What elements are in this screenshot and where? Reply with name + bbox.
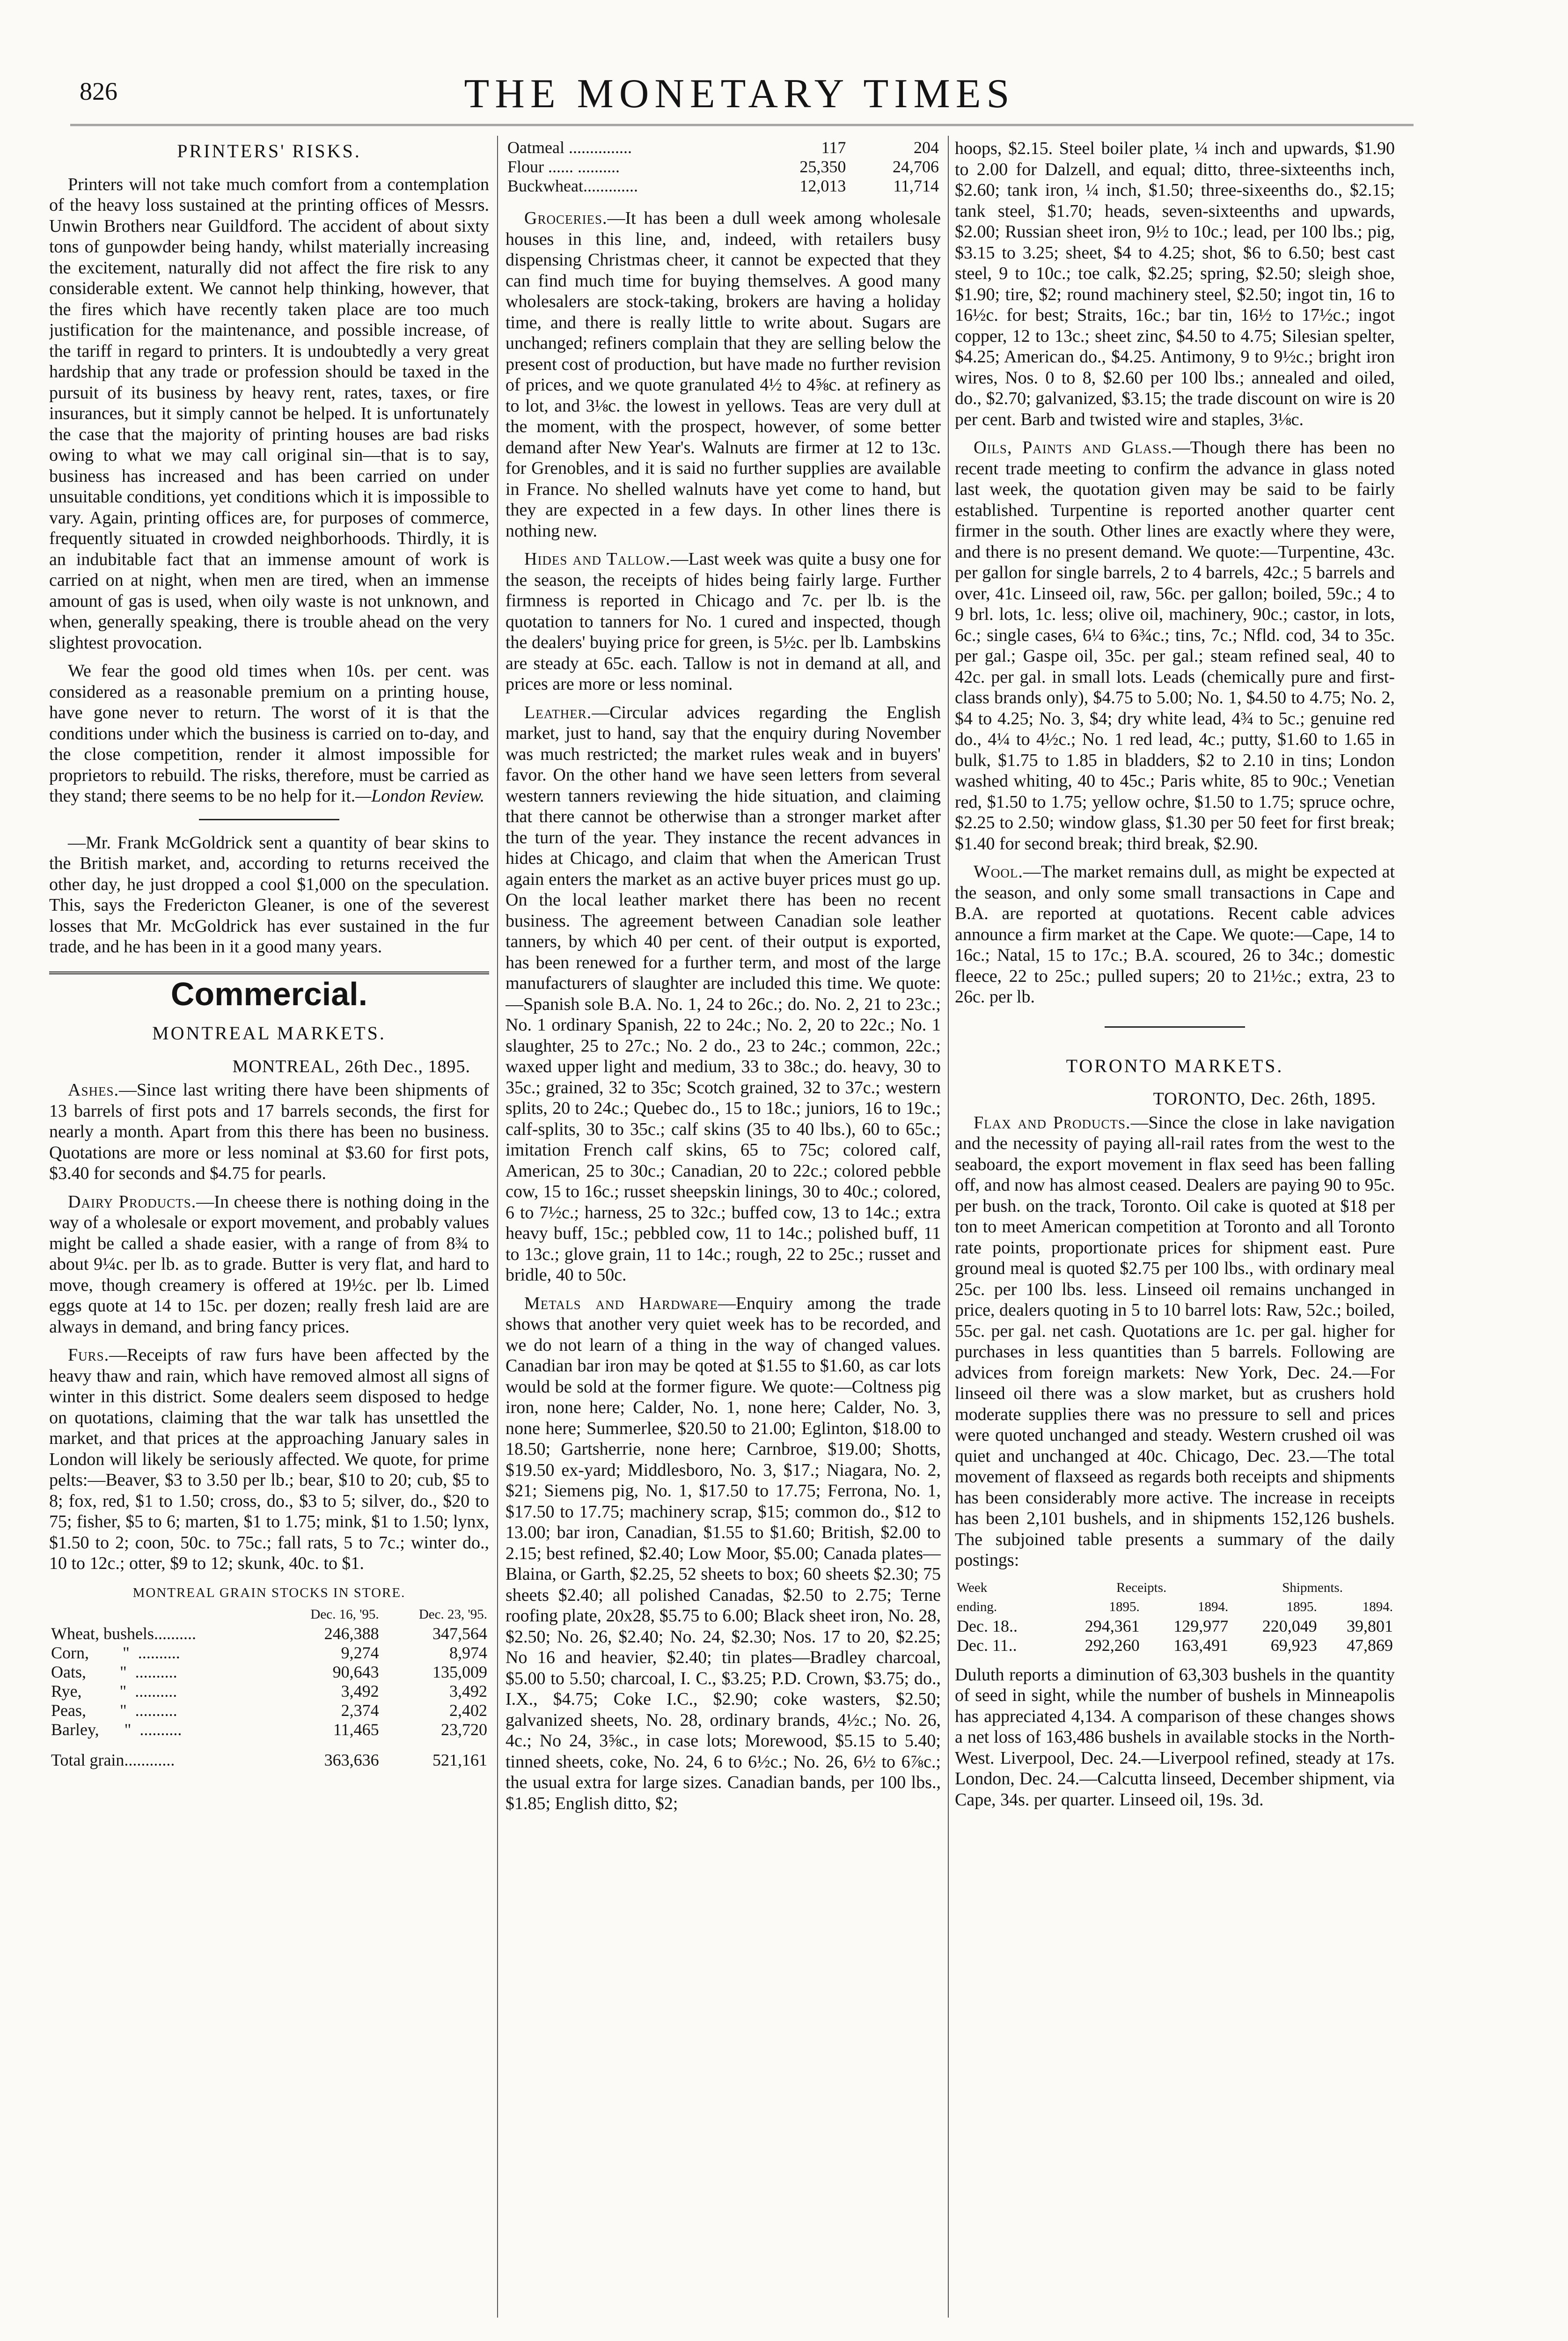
table-cell: 163,491 bbox=[1173, 1635, 1229, 1655]
ashes-paragraph bbox=[49, 1080, 489, 1184]
table-row bbox=[955, 1636, 1395, 1655]
table-cell: Barley, " .......... bbox=[51, 1720, 182, 1739]
toronto-markets-heading: TORONTO MARKETS. bbox=[1066, 1055, 1284, 1076]
ashes-text: —Since last writing there have been shipments of 13 barrels of first pots and 17 barrels seconds, the first for nearly a month. Apart from this there has been no business. Quotations are more or less nominal at $3.60 for first pots, $3.40 for seconds and $4.75 for pearls. bbox=[49, 1080, 489, 1183]
wool-text: —The market remains dull, as might be expected at the season, and only some small transactions in Cape and B.A. are reported at quotations. Recent cable advices announce a firm market at the Cape. We quote:—Cape, 14 to 16c.; Natal, 15 to 17c.; B.A. scoured, 26 to 34c.; domestic fleece, 22 to 25c.; pulled supers; 20 to 21½c.; extra, 23 to 26c. per lb. bbox=[955, 862, 1395, 1007]
groceries-text: —It has been a dull week among wholesale houses in this line, and, indeed, with retailers busy dispensing Christmas cheer, it cannot be expected that they can find much time for buying themselves. A good many wholesalers are stock-taking, brokers are having a holiday time, and there is really little to write about. Sugars are unchanged; refiners complain that they are selling below the present cost of production, but have made no further revision of prices, and we quote granulated 4½ to 4⅝c. at refinery as to lot, and 3⅛c. the lowest in yellows. Teas are very dull at the moment, with the prospect, however, of some better demand after New Year's. Walnuts are firmer at 12 to 13c. for Grenobles, and it is said no further supplies are available in France. No shelled walnuts have yet come to hand, but they are expected in a few days. In other lines there is nothing new. bbox=[506, 208, 941, 541]
column-divider bbox=[948, 136, 949, 2318]
metals-text: —Enquiry among the trade shows that another very quiet week has to be recorded, and we do not learn of a thing in the way of changed values. Canadian bar iron may be qoted at $1.55 to $1.60, as car lots would be sold at the former figure. We quote:—Coltness pig iron, none here; Calder, No. 1, none here; Calder, No. 3, none here; Summerlee, $20.50 to 21.00; Eglinton, $18.00 to 18.50; Gartsherrie, none here; Carnbroe, $19.00; Shotts, $19.50 ex-yard; Middlesboro, No. 3, $17.; Niagara, No. 2, $21; Siemens pig, No. 1, $17.50 to 17.75; Ferrona, No. 1, $17.50 to 17.75; machinery scrap, $15; common do., $12 to 13.00; bar iron, Canadian, $1.55 to $1.60; British, $2.00 to 2.15; best refined, $2.40; Low Moor, $5.00; Canada plates—Blaina, or Garth, $2.25, 52 sheets to box; 60 sheets $2.30; 75 sheets $2.40; all polished Canadas, $2.50 to 2.75; Terne roofing plate, 20x28, $5.75 to 6.00; Black sheet iron, No. 28, $2.50; No. 26, $2.40; No. 24, $2.30; Nos. 17 to 20, $2.25; No 16 and heavier, $2.40; tin plates—Bradley charcoal, $5.00 to 5.50; charcoal, I. C., $3.25; P.D. Crown, $3.75; do., I.X., $4.75; Coke I.C., $2.90; coke wasters, $2.50; galvanized sheets, No. 28, ordinary brands, 4½c.; No. 26, 4c.; No 24, 3⅝c., in case lots; Morewood, $5.15 to 5.40; tinned sheets, coke, No. 24, 6 to 6½c.; No. 26, 6½ to 6⅞c.; the usual extra for large sizes. Canadian bands, per 100 lbs., $1.85; English ditto, $2; bbox=[506, 1293, 941, 1813]
table-cell: Wheat, bushels.......... bbox=[51, 1624, 196, 1643]
table-header: 1895. bbox=[1109, 1599, 1140, 1614]
table-row bbox=[49, 1682, 489, 1701]
table-cell: Dec. 11.. bbox=[957, 1635, 1017, 1655]
ashes-lead: Ashes. bbox=[68, 1080, 119, 1100]
table-cell: 2,374 bbox=[341, 1701, 379, 1720]
table-header-row bbox=[955, 1578, 1395, 1597]
printers-paragraph bbox=[49, 661, 489, 807]
metals-lead: Metals and Hardware bbox=[524, 1293, 718, 1313]
table-cell: 3,492 bbox=[341, 1682, 379, 1701]
duluth-paragraph: Duluth reports a diminution of 63,303 bushels in the quantity of seed in sight, while the number of bushels in Minneapolis has appreciated 4,134. A comparison of these changes shows a net loss of 163,486 bushels in available stocks in the North-West. Liverpool, Dec. 24.—Liverpool refined, steady at 17s. London, Dec. 24.—Calcutta linseed, December shipment, via Cape, 34s. per quarter. Linseed oil, 19s. 3d. bbox=[955, 1664, 1395, 1810]
toronto-dateline: TORONTO, Dec. 26th, 1895. bbox=[1153, 1089, 1376, 1109]
column-1 bbox=[49, 138, 489, 2329]
table-total-row bbox=[49, 1739, 489, 1770]
furs-lead: Furs. bbox=[68, 1345, 110, 1365]
dairy-lead: Dairy Products. bbox=[68, 1192, 197, 1212]
table-cell: 3,492 bbox=[449, 1682, 487, 1701]
table-header bbox=[49, 1605, 272, 1624]
montreal-markets-heading: MONTREAL MARKETS. bbox=[152, 1023, 386, 1044]
hides-text: —Last week was quite a busy one for the season, the receipts of hides being fairly large. Further firmness is reported in Chicago and 7c. per lb. is the quotation to tanners for No. 1 cured and inspected, though the dealers' buying price for green, is 5½c. per lb. Lambskins are steady at 65c. each. Tallow is not in demand at all, and prices are more or less nominal. bbox=[506, 549, 941, 694]
flax-lead: Flax and Products. bbox=[974, 1112, 1131, 1133]
table-cell: 347,564 bbox=[432, 1624, 487, 1643]
table-cell: 521,161 bbox=[432, 1751, 487, 1769]
montreal-dateline: MONTREAL, 26th Dec., 1895. bbox=[232, 1056, 470, 1076]
table-cell: 39,801 bbox=[1347, 1616, 1393, 1635]
table-cell: Oatmeal ............... bbox=[507, 138, 632, 157]
wool-paragraph bbox=[955, 861, 1395, 1008]
table-row bbox=[49, 1663, 489, 1682]
table-cell: 8,974 bbox=[449, 1643, 487, 1662]
wool-lead: Wool. bbox=[974, 862, 1023, 882]
table-cell: Rye, " .......... bbox=[51, 1682, 177, 1701]
furs-paragraph bbox=[49, 1345, 489, 1574]
table-header: Dec. 23, '95. bbox=[418, 1607, 487, 1622]
table-cell: 363,636 bbox=[324, 1751, 379, 1769]
printers-risks-heading: PRINTERS' RISKS. bbox=[177, 140, 361, 162]
table-header: Week bbox=[957, 1580, 988, 1595]
table-cell: Oats, " .......... bbox=[51, 1663, 177, 1681]
section-rule bbox=[199, 819, 339, 820]
commercial-heading: Commercial. bbox=[170, 975, 368, 1012]
table-cell: 47,869 bbox=[1347, 1635, 1393, 1655]
dairy-paragraph bbox=[49, 1192, 489, 1338]
table-row bbox=[49, 1643, 489, 1663]
metals-paragraph bbox=[506, 1293, 941, 1814]
table-cell: 11,714 bbox=[893, 177, 939, 195]
table-cell: 12,013 bbox=[799, 177, 846, 195]
page-header bbox=[70, 70, 1409, 122]
grain-stocks-table bbox=[49, 1605, 489, 1770]
table-cell: 23,720 bbox=[441, 1720, 487, 1739]
column-2 bbox=[506, 138, 941, 2329]
table-cell: 246,388 bbox=[324, 1624, 379, 1643]
table-row bbox=[49, 1720, 489, 1739]
table-cell: 135,009 bbox=[432, 1663, 487, 1681]
leather-lead: Leather. bbox=[524, 702, 592, 722]
table-row bbox=[49, 1701, 489, 1720]
groceries-lead: Groceries. bbox=[524, 208, 608, 228]
table-cell: 204 bbox=[914, 138, 939, 157]
table-header-row bbox=[955, 1597, 1395, 1617]
masthead: THE MONETARY TIMES bbox=[464, 71, 1015, 117]
table-header-row bbox=[49, 1605, 489, 1624]
table-header: Shipments. bbox=[1282, 1580, 1343, 1595]
table-row bbox=[506, 138, 941, 157]
table-header: 1894. bbox=[1197, 1599, 1229, 1614]
table-cell: Total grain............ bbox=[51, 1751, 175, 1769]
table-header: Receipts. bbox=[1116, 1580, 1167, 1595]
table-cell: Peas, " .......... bbox=[51, 1701, 177, 1720]
mcgoldrick-note: —Mr. Frank McGoldrick sent a quantity of bear skins to the British market, and, according to returns received the other day, he just dropped a cool $1,000 on the speculation. This, says the Fredericton Gleaner, is one of the severest losses that Mr. McGoldrick has ever sustained in the fur trade, and he has been in it a good many years. bbox=[49, 832, 489, 957]
section-rule bbox=[49, 972, 489, 974]
leather-text: —Circular advices regarding the English market, just to hand, say that the enquiry during November was much restricted; the market rules weak and in buyers' favor. On the other hand we have seen letters from several western tanners reviewing the hide situation, and claiming that there cannot be otherwise than a stronger market after the turn of the year. They instance the recent advances in hides at Chicago, and claim that when the American Trust again enters the market as an active buyer prices must go up. On the local leather market there has been no recent business. The agreement between Canadian sole leather tanners, by which 40 per cent. of their output is exported, has been renewed for a further term, and most of the large manufacturers of slaughter are included this time. We quote:—Spanish sole B.A. No. 1, 24 to 26c.; do. No. 2, 21 to 23c.; No. 1 ordinary Spanish, 22 to 24c.; No. 2, 20 to 22c.; No. 1 slaughter, 25 to 27c.; No. 2 do., 23 to 24c.; common, 22c.; waxed upper light and medium, 33 to 38c.; do. heavy, 30 to 35c.; grained, 32 to 35c; Scotch grained, 32 to 37c.; western splits, 20 to 24c.; Quebec do., 15 to 18c.; juniors, 16 to 19c.; calf-splits, 30 to 35c.; calf skins (35 to 40 lbs.), 60 to 65c.; imitation French calf skins, 65 to 75c; colored calf, American, 25 to 30c.; Canadian, 20 to 22c.; colored pebble cow, 15 to 16c.; russet sheepskin linings, 30 to 40c.; colored, 6 to 7½c.; harness, 25 to 32c.; buffed cow, 13 to 14c.; extra heavy buff, 15c.; pebbled cow, 11 to 14c.; polished buff, 11 to 13c.; glove grain, 11 to 14c.; rough, 22 to 25c.; russet and bridle, 40 to 50c. bbox=[506, 702, 941, 1285]
table-cell: 294,361 bbox=[1084, 1616, 1140, 1635]
printers-paragraph-text: We fear the good old times when 10s. per cent. was considered as a reasonable premium on a printing house, have gone never to return. The worst of it is that the conditions under which the business is carried on to-day, and the close competition, render it almost impossible for proprietors to rebuild. The risks, therefore, must be carried as they stand; there seems to be no help for it. bbox=[49, 661, 489, 806]
section-rule bbox=[1105, 1026, 1245, 1028]
column-3 bbox=[955, 138, 1395, 2329]
table-cell: 2,402 bbox=[449, 1701, 487, 1720]
table-header: 1895. bbox=[1286, 1599, 1317, 1614]
grain-table-caption: MONTREAL GRAIN STOCKS IN STORE. bbox=[132, 1585, 406, 1600]
column-divider bbox=[497, 136, 498, 2318]
source-credit: —London Review. bbox=[355, 786, 485, 806]
table-cell: 117 bbox=[821, 138, 846, 157]
table-cell: 90,643 bbox=[332, 1663, 379, 1681]
table-header: Dec. 16, '95. bbox=[310, 1607, 379, 1622]
table-row bbox=[955, 1617, 1395, 1636]
header-rule bbox=[70, 124, 1414, 126]
table-cell: 25,350 bbox=[799, 157, 846, 176]
oils-paragraph bbox=[955, 437, 1395, 854]
table-cell: Flour ...... .......... bbox=[507, 157, 620, 176]
hides-lead: Hides and Tallow. bbox=[524, 549, 671, 569]
table-cell: 292,260 bbox=[1084, 1635, 1140, 1655]
table-cell: 24,706 bbox=[893, 157, 939, 176]
table-cell: 11,465 bbox=[333, 1720, 379, 1739]
flax-text: —Since the close in lake navigation and the necessity of paying all-rail rates from the west to the seaboard, the export movement in flax seed has been falling off, and now has almost ceased. Dealers are paying 90 to 95c. per bush. on the track, Toronto. Oil cake is quoted at $18 per ton to meet American competition at Toronto and all Toronto rate points, proportionate prices for shipment east. Pure ground meal is quoted $2.75 per 100 lbs., with ordinary meal 25c. per 100 lbs. less. Linseed oil remains unchanged in price, dealers quoting in 5 to 10 barrel lots: Raw, 52c.; boiled, 55c. per gal. net cash. Quotations are 1c. per gal. higher for purchases in less quantities than 5 barrels. Following are advices from foreign markets: New York, Dec. 24.—For linseed oil there was a slow market, but as crushers hold moderate supplies there was no pressure to sell and prices were quoted unchanged and steady. Western crushed oil was quiet and unchanged at 40c. Chicago, Dec. 23.—The total movement of flaxseed as regards both receipts and shipments has been considerably more active. The increase in receipts has been 2,101 bushels, and in shipments 152,126 bushels. The subjoined table presents a summary of the daily postings: bbox=[955, 1112, 1395, 1570]
table-cell: 220,049 bbox=[1262, 1616, 1317, 1635]
table-cell: 129,977 bbox=[1173, 1616, 1229, 1635]
oils-text: —Though there has been no recent trade meeting to confirm the advance in glass noted last week, the quotation given may be said to be fairly established. Turpentine is reported another quarter cent firmer in the south. Other lines are exactly where they were, and there is no present demand. We quote:—Turpentine, 43c. per gallon for single barrels, 2 to 4 barrels, 42c.; 5 barrels and over, 41c. Linseed oil, raw, 56c. per gallon; boiled, 59c.; 4 to 9 brl. lots, 1c. less; olive oil, machinery, 90c.; castor, in lots, 6c.; single cases, 6¼ to 6¾c.; tins, 7c.; Nfld. cod, 34 to 35c. per gal.; Gaspe oil, 35c. per gal.; steam refined seal, 40 to 42c. per gal. in small lots. Leads (chemically pure and first-class brands only), $4.75 to 5.00; No. 1, $4.50 to 4.75; No. 2, $4 to 4.25; No. 3, $4; dry white lead, 4¾ to 5c.; genuine red do., 4¼ to 4½c.; No. 1 red lead, 4c.; putty, $1.60 to 1.65 in bulk, $1.75 to 1.85 in bladders, $2 to 2.10 in tins; London washed whiting, 40 to 45c.; Paris white, 85 to 90c.; Venetian red, $1.50 to 1.75; yellow ochre, $1.50 to 1.75; spruce ochre, $2.25 to 2.50; window glass, $1.30 per 50 feet for first break; $1.40 for second break; third break, $2.90. bbox=[955, 438, 1395, 854]
table-row bbox=[49, 1624, 489, 1643]
hides-paragraph bbox=[506, 549, 941, 695]
table-cell: Dec. 18.. bbox=[957, 1616, 1018, 1635]
table-cell: Corn, " .......... bbox=[51, 1643, 180, 1662]
page-number: 826 bbox=[80, 77, 117, 105]
table-cell: 69,923 bbox=[1270, 1635, 1317, 1655]
flax-paragraph bbox=[955, 1112, 1395, 1571]
flour-stocks-table bbox=[506, 138, 941, 196]
table-row bbox=[506, 157, 941, 177]
table-row bbox=[506, 177, 941, 196]
groceries-paragraph bbox=[506, 208, 941, 541]
dairy-text: —In cheese there is nothing doing in the way of a wholesale or export movement, and probably values might be called a shade easier, with a range of from 8¾ to about 9¼c. per lb. as to grade. Butter is very flat, and hard to move, though creamery is offered at 19½c. per lb. Limed eggs quote at 14 to 15c. per dozen; really fresh laid are are always in demand, and bring fancy prices. bbox=[49, 1192, 489, 1337]
printers-paragraph: Printers will not take much comfort from a contemplation of the heavy loss sustained at the printing offices of Messrs. Unwin Brothers near Guildford. The accident of about sixty tons of gunpowder being handy, whilst materially increasing the excitement, naturally did not affect the fire risk to any considerable extent. We cannot help thinking, however, that the fires which have recently taken place are too much justification for the maintenance, and possible increase, of the tariff in regard to printers. It is undoubtedly a very great hardship that any trade or profession should be taxed in the pursuit of its business by heavy rent, rates, taxes, or fire insurances, but it simply cannot be helped. It is unfortunately the case that the majority of printing houses are bad risks owing to what we may call original sin—that is to say, business has increased and has been carried on under unsuitable conditions, yet conditions which it is impossible to vary. Again, printing offices are, for purposes of commerce, frequently situated in crowded neighborhoods. Thirdly, it is an indubitable fact that an immense amount of work is carried on at night, when men are tired, when an immense amount of gas is used, when oily waste is not unknown, and when, generally speaking, there is trouble ahead on the very slightest provocation. bbox=[49, 174, 489, 653]
leather-paragraph bbox=[506, 702, 941, 1286]
flaxseed-table bbox=[955, 1578, 1395, 1655]
furs-text: —Receipts of raw furs have been affected by the heavy thaw and rain, which have removed almost all signs of winter in this district. Some dealers seem disposed to hedge on quotations, claiming that the war talk has unsettled the market, and that prices at the approaching January sales in London will likely be seriously affected. We quote, for prime pelts:—Beaver, $3 to 3.50 per lb.; bear, $10 to 20; cub, $5 to 8; fox, red, $1 to 1.50; cross, do., $3 to 5; silver, do., $20 to 75; fisher, $5 to 6; marten, $1 to 1.75; mink, $1 to 1.50; lynx, $1.50 to 2; coon, 50c. to 75c.; fall rats, 5 to 7c.; winter do., 10 to 12c.; otter, $9 to 12; skunk, 40c. to $1. bbox=[49, 1345, 489, 1573]
hoops-paragraph: hoops, $2.15. Steel boiler plate, ¼ inch and upwards, $1.90 to 2.00 for Dalzell, and equal; ditto, three-sixteenths inch, $2.60; tank iron, ¼ inch, $1.50; three-sixeenths do., $2.15; tank steel, $1.70; heads, seven-sixteenths and upwards, $2.00; Russian sheet iron, 9½ to 10c.; lead, per 100 lbs.; pig, $3.15 to 3.25; sheet, $4 to 4.25; shot, $6 to 6.50; best cast steel, 9 to 10c.; toe calk, $2.25; spring, $2.50; sleigh shoe, $1.90; tire, $2; round machinery steel, $2.50; ingot tin, 16 to 16½c. for best; Straits, 16c.; bar tin, 16½ to 17½c.; ingot copper, 12 to 13c.; sheet zinc, $4.50 to 4.75; Silesian spelter, $4.25; American do., $4.25. Antimony, 9 to 9½c.; bright iron wires, Nos. 0 to 8, $2.60 per 100 lbs.; annealed and oiled, do., $2.70; galvanized, $3.15; the trade discount on wire is 20 per cent. Barb and twisted wire and staples, 3⅛c. bbox=[955, 139, 1395, 429]
table-cell: Buckwheat............. bbox=[507, 177, 638, 195]
table-header: 1894. bbox=[1362, 1599, 1393, 1614]
table-header: ending. bbox=[957, 1599, 997, 1614]
oils-lead: Oils, Paints and Glass. bbox=[974, 438, 1172, 457]
table-cell: 9,274 bbox=[341, 1643, 379, 1662]
